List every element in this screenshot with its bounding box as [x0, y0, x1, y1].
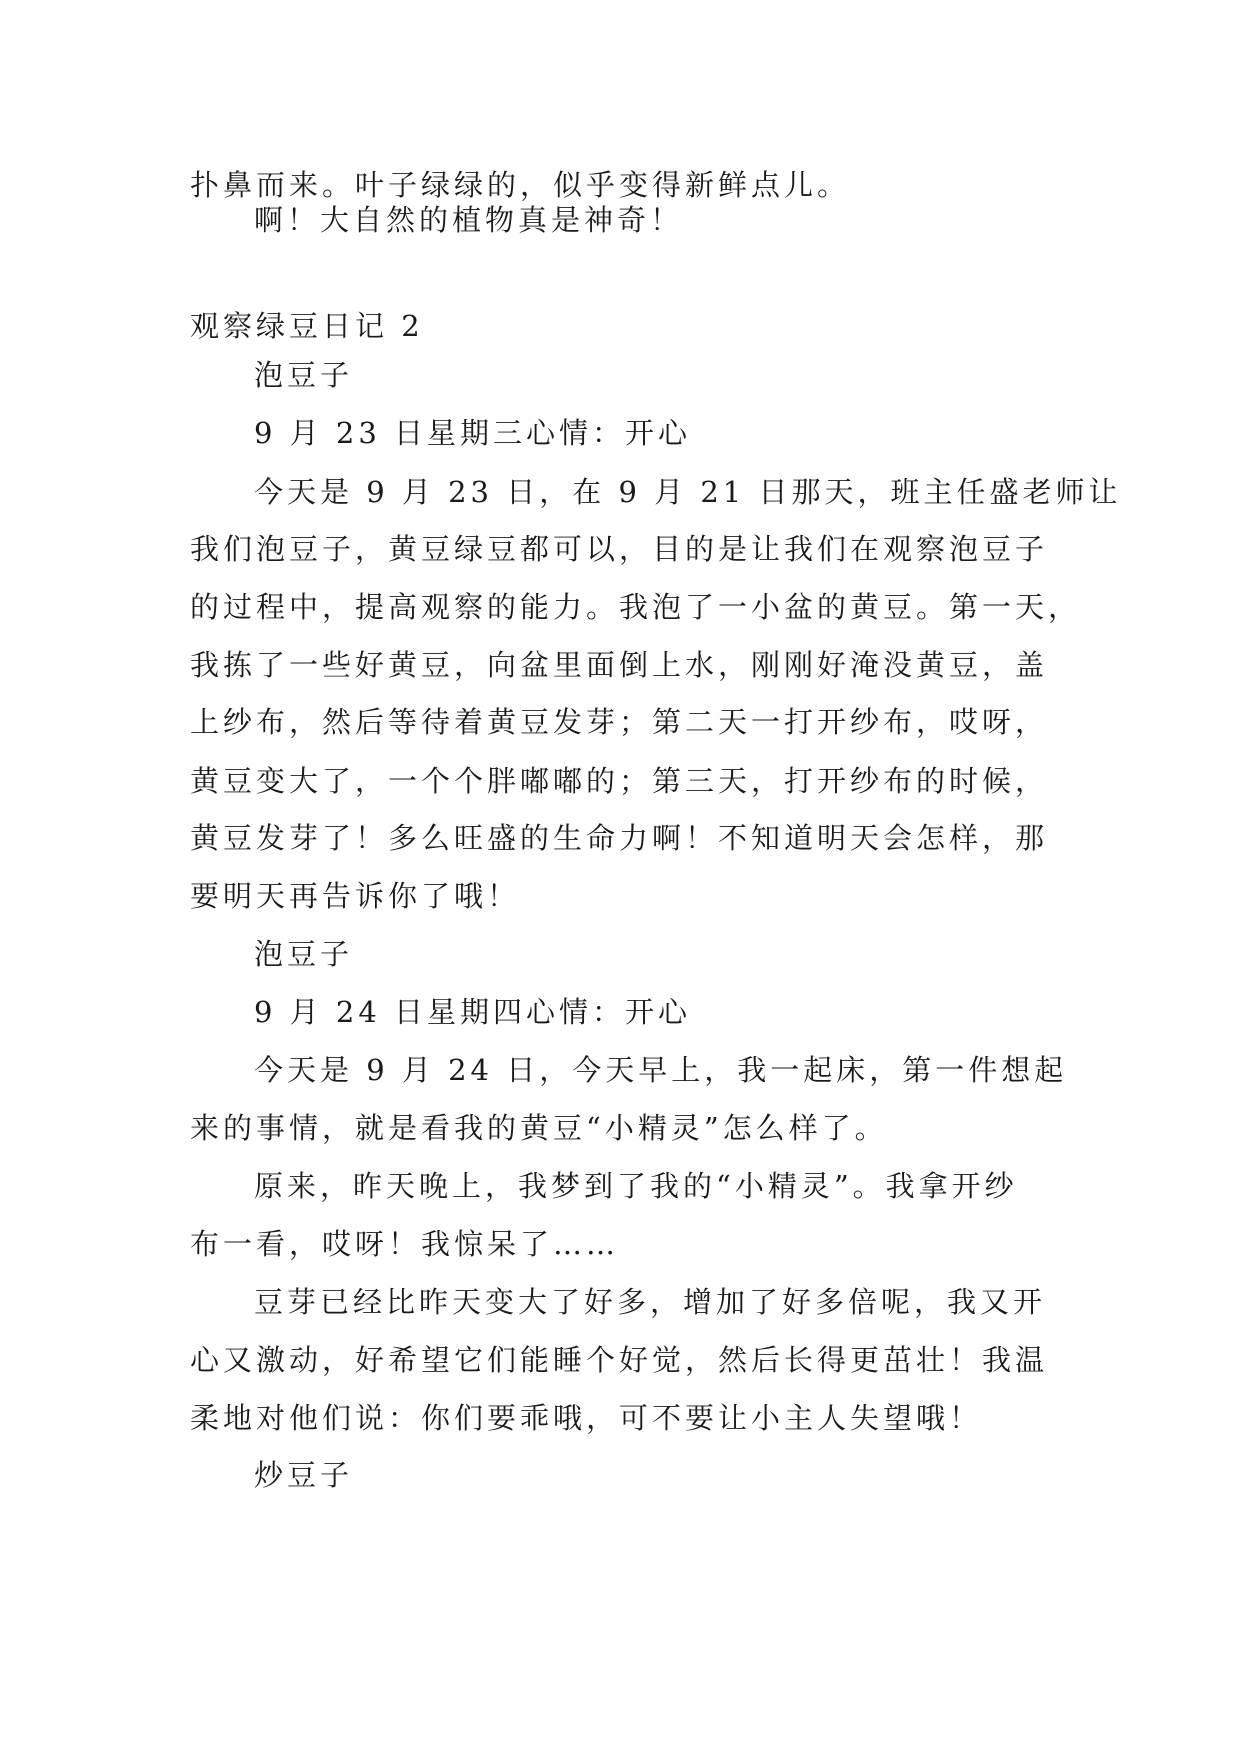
text-line: 心又激动，好希望它们能睡个好觉，然后长得更茁壮！我温: [190, 1343, 1049, 1377]
text-line: 来的事情，就是看我的黄豆“小精灵”怎么样了。: [190, 1111, 888, 1145]
text-line: 黄豆变大了，一个个胖嘟嘟的；第三天，打开纱布的时候，: [190, 764, 1049, 798]
text-line: 布一看，哎呀！我惊呆了……: [190, 1227, 620, 1261]
entry-heading: 炒豆子: [254, 1458, 354, 1492]
section-title: 观察绿豆日记 2: [190, 309, 424, 343]
text-line: 上纱布，然后等待着黄豆发芽；第二天一打开纱布，哎呀，: [190, 705, 1049, 739]
text-line: 今天是 9 月 24 日，今天早上，我一起床，第一件想起: [254, 1053, 1068, 1087]
text-line: 要明天再告诉你了哦！: [190, 879, 521, 913]
text-line: 啊！大自然的植物真是神奇！: [254, 203, 684, 237]
text-line: 黄豆发芽了！多么旺盛的生命力啊！不知道明天会怎样，那: [190, 821, 1049, 855]
text-line: 我拣了一些好黄豆，向盆里面倒上水，刚刚好淹没黄豆，盖: [190, 648, 1049, 682]
text-line: 今天是 9 月 23 日，在 9 月 21 日那天，班主任盛老师让: [254, 475, 1122, 509]
text-line: 我们泡豆子，黄豆绿豆都可以，目的是让我们在观察泡豆子: [190, 532, 1049, 566]
entry-heading: 泡豆子: [254, 937, 354, 971]
entry-heading: 泡豆子: [254, 358, 354, 392]
entry-date: 9 月 24 日星期四心情：开心: [254, 995, 692, 1029]
text-line: 柔地对他们说：你们要乖哦，可不要让小主人失望哦！: [190, 1401, 983, 1435]
text-line: 原来，昨天晚上，我梦到了我的“小精灵”。我拿开纱: [254, 1169, 1018, 1203]
entry-date: 9 月 23 日星期三心情：开心: [254, 416, 692, 450]
text-line: 豆芽已经比昨天变大了好多，增加了好多倍呢，我又开: [254, 1285, 1047, 1319]
text-line: 扑鼻而来。叶子绿绿的，似乎变得新鲜点儿。: [190, 168, 851, 202]
text-line: 的过程中，提高观察的能力。我泡了一小盆的黄豆。第一天，: [190, 590, 1082, 624]
